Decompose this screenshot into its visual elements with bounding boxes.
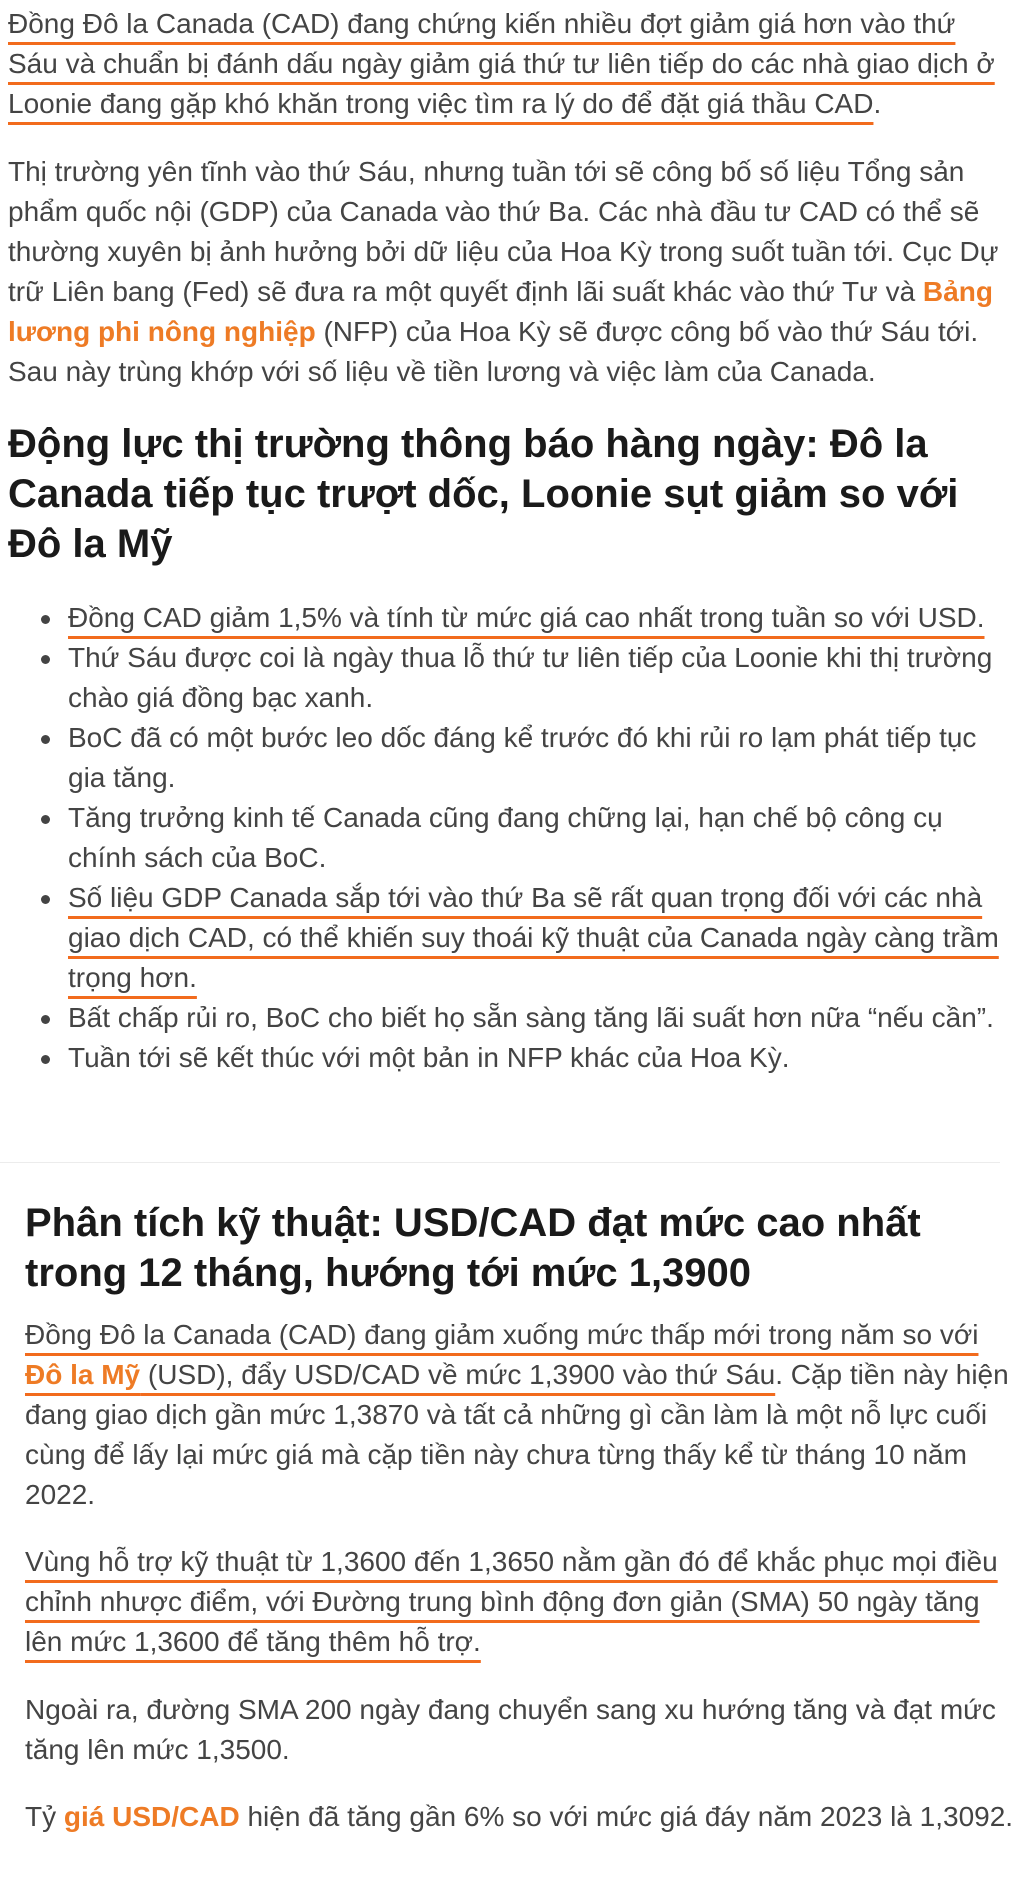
section-heading-market-movers: Động lực thị trường thông báo hàng ngày: Đô la Canada tiếp tục trượt dốc, Loonie sụt giảm so với Đô la Mỹ <box>8 422 959 566</box>
intro-text-post: (NFP) của Hoa Kỳ sẽ được công bố vào thứ Sáu tới. Sau này trùng khớp với số liệu về tiền lương và việc làm của Canada. <box>8 316 979 387</box>
intro-paragraph-2 <box>8 152 1008 392</box>
bullet-icon <box>41 655 50 664</box>
bullet-icon <box>41 615 50 624</box>
bullet-text: Tuần tới sẽ kết thúc với một bản in NFP khác của Hoa Kỳ. <box>68 1042 790 1073</box>
support-highlight: Vùng hỗ trợ kỹ thuật từ 1,3600 đến 1,3650 nằm gần đó để khắc phục mọi điều chỉnh nhược điểm, với Đường trung bình động đơn giản (SMA) 50 ngày tăng lên mức 1,3600 để tăng thêm hỗ trợ. <box>25 1546 998 1657</box>
technical-text: . Cặp tiền này hiện đang giao dịch gần mức 1,3870 và tất cả những gì cần làm là một nỗ lực cuối cùng để lấy lại mức giá mà cặp tiền này chưa từng thấy kể từ tháng 10 năm 2022. <box>25 1359 1009 1510</box>
list-item <box>0 718 1000 798</box>
list-item <box>0 998 1000 1038</box>
section-heading-technical-analysis: Phân tích kỹ thuật: USD/CAD đạt mức cao nhất trong 12 tháng, hướng tới mức 1,3900 <box>25 1201 921 1295</box>
bullet-icon <box>41 815 50 824</box>
bullet-text: BoC đã có một bước leo dốc đáng kể trước đó khi rủi ro lạm phát tiếp tục gia tăng. <box>68 722 977 793</box>
rate-text-pre: Tỷ <box>25 1801 64 1832</box>
bullet-text: Số liệu GDP Canada sắp tới vào thứ Ba sẽ rất quan trọng đối với các nhà giao dịch CAD, có thể khiến suy thoái kỹ thuật của Canada ngày càng trầm trọng hơn. <box>68 882 999 993</box>
bullet-text: Thứ Sáu được coi là ngày thua lỗ thứ tư liên tiếp của Loonie khi thị trường chào giá đồng bạc xanh. <box>68 642 993 713</box>
bullet-icon <box>41 1055 50 1064</box>
bullet-text: Đồng CAD giảm 1,5% và tính từ mức giá cao nhất trong tuần so với USD. <box>68 602 985 633</box>
usd-cad-rate-link[interactable]: giá USD/CAD <box>63 1801 240 1832</box>
section-divider <box>0 1162 1000 1163</box>
list-item <box>0 598 1000 638</box>
bullet-icon <box>41 735 50 744</box>
intro-highlight: Đồng Đô la Canada (CAD) đang chứng kiến nhiều đợt giảm giá hơn vào thứ Sáu và chuẩn bị đánh dấu ngày giảm giá thứ tư liên tiếp do các nhà giao dịch ở Loonie đang gặp khó khăn trong việc tìm ra lý do để đặt giá thầu CAD <box>8 8 995 119</box>
technical-paragraph-1 <box>25 1315 1015 1515</box>
sma-text: Ngoài ra, đường SMA 200 ngày đang chuyển sang xu hướng tăng và đạt mức tăng lên mức 1,3500. <box>25 1694 996 1765</box>
nfp-link[interactable]: Bảng lương phi nông nghiệp <box>8 276 993 347</box>
technical-highlight-a: Đồng Đô la Canada (CAD) đang giảm xuống mức thấp mới trong năm so với <box>25 1319 979 1350</box>
list-item <box>0 1038 1000 1078</box>
technical-highlight-b: (USD), đẩy USD/CAD về mức 1,3900 vào thứ Sáu <box>140 1359 776 1390</box>
list-item <box>0 878 1000 998</box>
bullet-icon <box>41 895 50 904</box>
bullet-list <box>0 598 1000 1078</box>
bullet-text: Bất chấp rủi ro, BoC cho biết họ sẵn sàng tăng lãi suất hơn nữa “nếu cần”. <box>68 1002 994 1033</box>
bullet-text: Tăng trưởng kinh tế Canada cũng đang chững lại, hạn chế bộ công cụ chính sách của BoC. <box>68 802 943 873</box>
bullet-icon <box>41 1015 50 1024</box>
intro-paragraph-1 <box>8 4 1008 124</box>
intro-text-pre: Thị trường yên tĩnh vào thứ Sáu, nhưng tuần tới sẽ công bố số liệu Tổng sản phẩm quốc nội (GDP) của Canada vào thứ Ba. Các nhà đầu tư CAD có thể sẽ thường xuyên bị ảnh hưởng bởi dữ liệu của Hoa Kỳ trong suốt tuần tới. Cục Dự trữ Liên bang (Fed) sẽ đưa ra một quyết định lãi suất khác vào thứ Tư và <box>8 156 999 307</box>
list-item <box>0 638 1000 718</box>
rate-text-post: hiện đã tăng gần 6% so với mức giá đáy năm 2023 là 1,3092. <box>239 1801 1014 1832</box>
us-dollar-link[interactable]: Đô la Mỹ <box>25 1359 141 1390</box>
intro-period: . <box>873 88 882 119</box>
technical-paragraph-4 <box>25 1797 1015 1837</box>
technical-paragraph-2 <box>25 1542 1015 1662</box>
technical-paragraph-3 <box>25 1690 1015 1770</box>
list-item <box>0 798 1000 878</box>
